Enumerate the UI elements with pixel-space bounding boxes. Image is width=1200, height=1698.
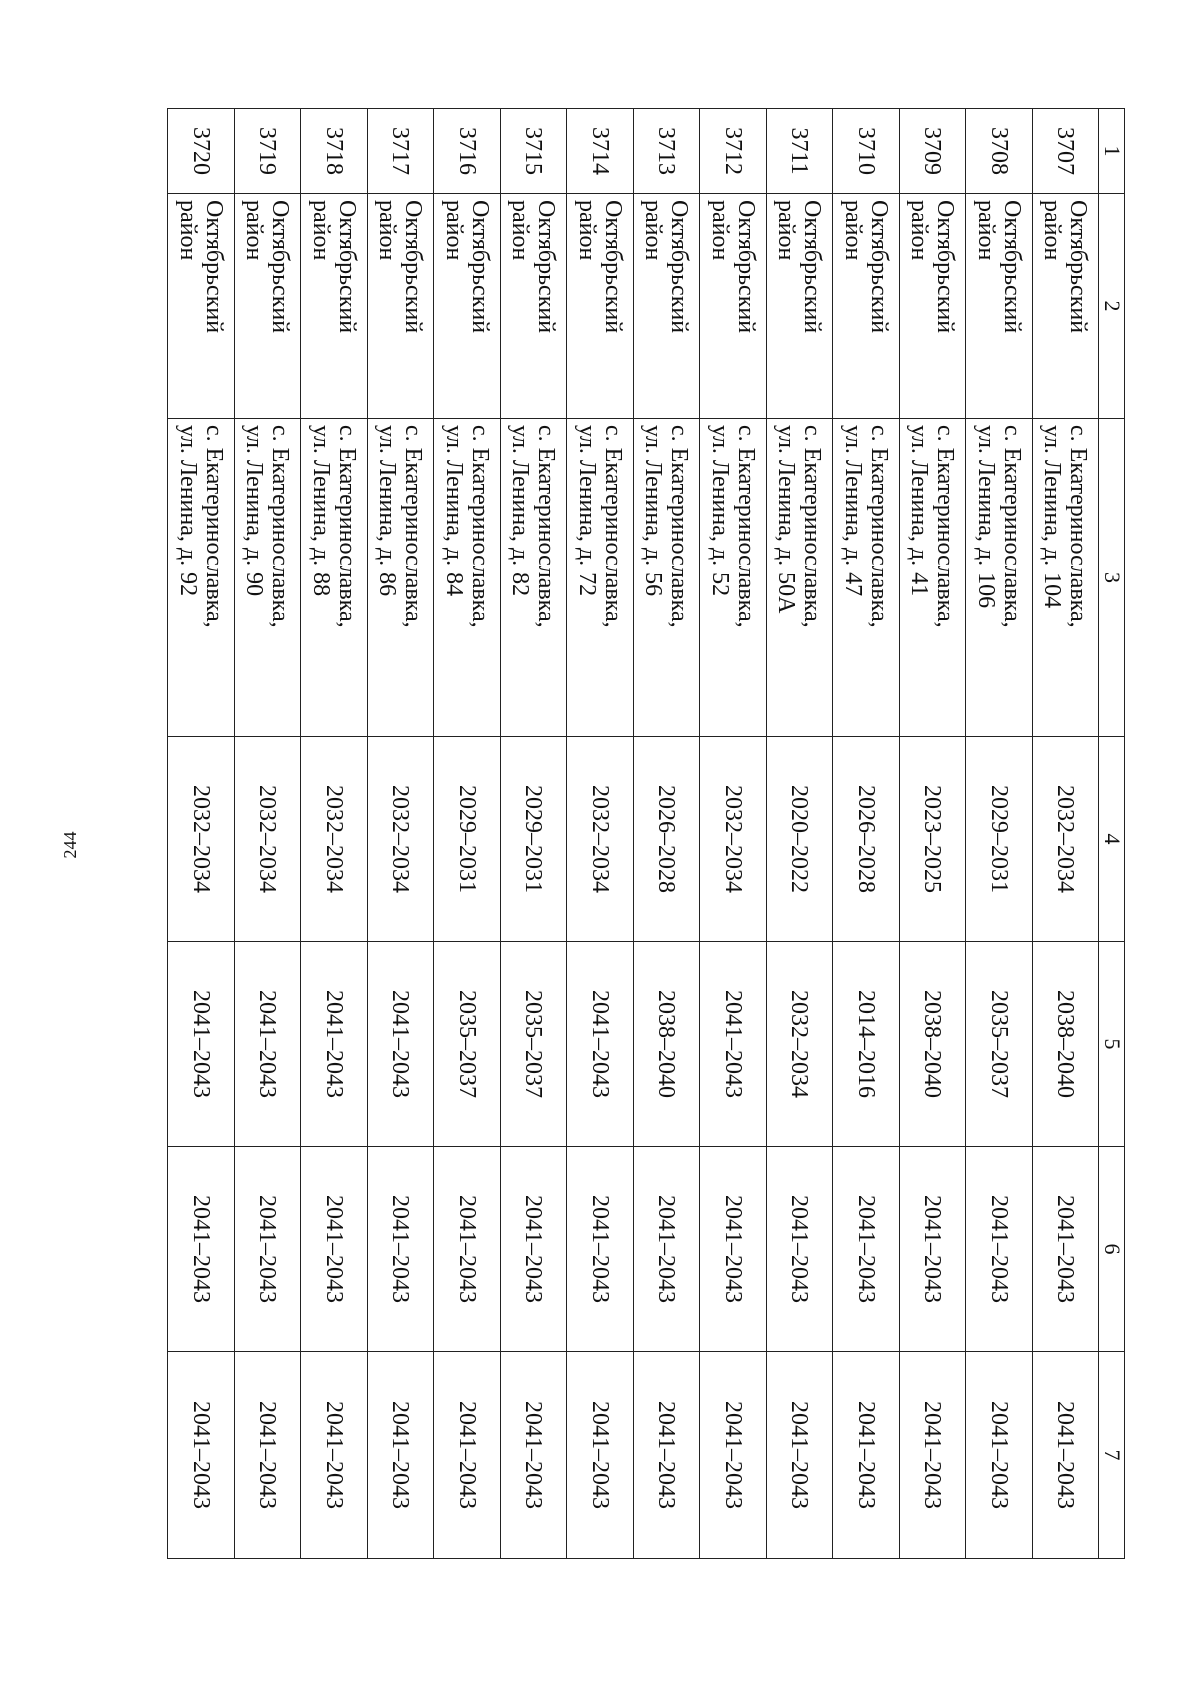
cell-period-col6: 2041–2043 — [766, 1147, 833, 1352]
cell-period-col4: 2029–2031 — [500, 737, 567, 942]
cell-period-col6: 2041–2043 — [168, 1147, 235, 1352]
cell-address — [500, 419, 567, 737]
table-row — [833, 109, 900, 1559]
table-row — [633, 109, 700, 1559]
district-line: район — [773, 200, 800, 261]
cell-district — [899, 194, 966, 419]
address-line: с. Екатеринославка, — [932, 425, 959, 628]
cell-period-col4: 2032–2034 — [301, 737, 368, 942]
district-line: Октябрьский — [865, 200, 892, 334]
district-line: Октябрьский — [799, 200, 826, 334]
district-line: Октябрьский — [466, 200, 493, 334]
cell-address — [234, 419, 301, 737]
cell-period-col6: 2041–2043 — [567, 1147, 634, 1352]
table-row — [966, 109, 1033, 1559]
district-line: район — [706, 200, 733, 261]
cell-district — [500, 194, 567, 419]
cell-period-col6: 2041–2043 — [633, 1147, 700, 1352]
cell-period-col6: 2041–2043 — [367, 1147, 434, 1352]
address-line: с. Екатеринославка, — [666, 425, 693, 628]
cell-period-col5: 2041–2043 — [168, 942, 235, 1147]
cell-period-col6: 2041–2043 — [500, 1147, 567, 1352]
column-header: 6 — [1099, 1147, 1125, 1352]
cell-period-col5: 2041–2043 — [301, 942, 368, 1147]
table-row — [168, 109, 235, 1559]
cell-period-col5: 2035–2037 — [434, 942, 501, 1147]
address-line: ул. Ленина, д. 90 — [241, 425, 268, 597]
cell-period-col7: 2041–2043 — [899, 1352, 966, 1559]
cell-number: 3707 — [1032, 109, 1099, 194]
district-line: район — [839, 200, 866, 261]
table-body — [168, 109, 1125, 1559]
cell-number: 3714 — [567, 109, 634, 194]
table-row — [766, 109, 833, 1559]
address-line: ул. Ленина, д. 86 — [374, 425, 401, 597]
cell-period-col7: 2041–2043 — [301, 1352, 368, 1559]
cell-period-col7: 2041–2043 — [766, 1352, 833, 1559]
table-row — [1032, 109, 1099, 1559]
cell-period-col5: 2035–2037 — [500, 942, 567, 1147]
address-line: с. Екатеринославка, — [400, 425, 427, 628]
cell-address — [633, 419, 700, 737]
cell-period-col4: 2026–2028 — [633, 737, 700, 942]
cell-period-col4: 2026–2028 — [833, 737, 900, 942]
cell-district — [633, 194, 700, 419]
district-line: район — [1039, 200, 1066, 261]
column-header: 5 — [1099, 942, 1125, 1147]
cell-number: 3717 — [367, 109, 434, 194]
cell-number: 3716 — [434, 109, 501, 194]
cell-address — [766, 419, 833, 737]
address-line: с. Екатеринославка, — [998, 425, 1025, 628]
cell-district — [700, 194, 767, 419]
district-line: район — [440, 200, 467, 261]
cell-number: 3710 — [833, 109, 900, 194]
column-header: 3 — [1099, 419, 1125, 737]
cell-district — [833, 194, 900, 419]
column-header: 1 — [1099, 109, 1125, 194]
table-row — [567, 109, 634, 1559]
address-line: ул. Ленина, д. 106 — [972, 425, 999, 609]
cell-period-col5: 2038–2040 — [899, 942, 966, 1147]
rotated-table-container — [167, 108, 1125, 1558]
cell-period-col6: 2041–2043 — [434, 1147, 501, 1352]
district-line: Октябрьский — [932, 200, 959, 334]
cell-number: 3711 — [766, 109, 833, 194]
cell-number: 3709 — [899, 109, 966, 194]
cell-number: 3715 — [500, 109, 567, 194]
column-header: 4 — [1099, 737, 1125, 942]
district-line: Октябрьский — [400, 200, 427, 334]
district-line: район — [573, 200, 600, 261]
address-line: с. Екатеринославка, — [333, 425, 360, 628]
cell-address — [168, 419, 235, 737]
cell-period-col7: 2041–2043 — [168, 1352, 235, 1559]
address-line: с. Екатеринославка, — [1065, 425, 1092, 628]
address-line: ул. Ленина, д. 50А — [773, 425, 800, 614]
cell-period-col4: 2032–2034 — [700, 737, 767, 942]
address-line: ул. Ленина, д. 88 — [307, 425, 334, 597]
cell-period-col4: 2032–2034 — [567, 737, 634, 942]
cell-period-col6: 2041–2043 — [966, 1147, 1033, 1352]
cell-district — [301, 194, 368, 419]
column-header: 2 — [1099, 194, 1125, 419]
cell-district — [1032, 194, 1099, 419]
cell-period-col4: 2032–2034 — [367, 737, 434, 942]
address-line: ул. Ленина, д. 84 — [440, 425, 467, 597]
cell-period-col7: 2041–2043 — [966, 1352, 1033, 1559]
district-line: район — [640, 200, 667, 261]
address-line: ул. Ленина, д. 92 — [174, 425, 201, 597]
cell-number: 3713 — [633, 109, 700, 194]
cell-period-col4: 2029–2031 — [434, 737, 501, 942]
district-line: район — [906, 200, 933, 261]
address-line: с. Екатеринославка, — [799, 425, 826, 628]
address-line: с. Екатеринославка, — [533, 425, 560, 628]
cell-period-col5: 2041–2043 — [367, 942, 434, 1147]
table-row — [500, 109, 567, 1559]
cell-period-col6: 2041–2043 — [301, 1147, 368, 1352]
cell-address — [899, 419, 966, 737]
cell-period-col6: 2041–2043 — [234, 1147, 301, 1352]
address-line: ул. Ленина, д. 56 — [640, 425, 667, 597]
cell-period-col6: 2041–2043 — [833, 1147, 900, 1352]
cell-period-col7: 2041–2043 — [700, 1352, 767, 1559]
cell-period-col7: 2041–2043 — [567, 1352, 634, 1559]
cell-period-col5: 2038–2040 — [1032, 942, 1099, 1147]
district-line: Октябрьский — [267, 200, 294, 334]
page-number: 244 — [60, 831, 80, 859]
cell-period-col5: 2014–2016 — [833, 942, 900, 1147]
cell-period-col7: 2041–2043 — [367, 1352, 434, 1559]
district-line: район — [241, 200, 268, 261]
district-line: Октябрьский — [998, 200, 1025, 334]
address-line: ул. Ленина, д. 41 — [906, 425, 933, 597]
table-row — [367, 109, 434, 1559]
cell-period-col6: 2041–2043 — [700, 1147, 767, 1352]
cell-period-col7: 2041–2043 — [1032, 1352, 1099, 1559]
cell-period-col7: 2041–2043 — [633, 1352, 700, 1559]
table-row — [700, 109, 767, 1559]
address-line: с. Екатеринославка, — [267, 425, 294, 628]
table-row — [234, 109, 301, 1559]
district-line: Октябрьский — [333, 200, 360, 334]
cell-district — [234, 194, 301, 419]
district-line: Октябрьский — [666, 200, 693, 334]
district-line: район — [174, 200, 201, 261]
cell-period-col7: 2041–2043 — [434, 1352, 501, 1559]
cell-period-col7: 2041–2043 — [234, 1352, 301, 1559]
schedule-table — [167, 108, 1125, 1559]
address-line: с. Екатеринославка, — [599, 425, 626, 628]
district-line: Октябрьский — [200, 200, 227, 334]
cell-period-col4: 2023–2025 — [899, 737, 966, 942]
cell-address — [367, 419, 434, 737]
address-line: ул. Ленина, д. 52 — [706, 425, 733, 597]
cell-period-col4: 2020–2022 — [766, 737, 833, 942]
address-line: с. Екатеринославка, — [732, 425, 759, 628]
table-header-row — [1099, 109, 1125, 1559]
address-line: ул. Ленина, д. 72 — [573, 425, 600, 597]
address-line: ул. Ленина, д. 47 — [839, 425, 866, 597]
cell-number: 3720 — [168, 109, 235, 194]
cell-number: 3708 — [966, 109, 1033, 194]
table-row — [301, 109, 368, 1559]
cell-period-col5: 2035–2037 — [966, 942, 1033, 1147]
cell-address — [434, 419, 501, 737]
district-line: Октябрьский — [1065, 200, 1092, 334]
cell-period-col5: 2032–2034 — [766, 942, 833, 1147]
address-line: ул. Ленина, д. 104 — [1039, 425, 1066, 609]
address-line: ул. Ленина, д. 82 — [507, 425, 534, 597]
address-line: с. Екатеринославка, — [865, 425, 892, 628]
cell-address — [1032, 419, 1099, 737]
cell-period-col4: 2032–2034 — [1032, 737, 1099, 942]
column-header: 7 — [1099, 1352, 1125, 1559]
cell-address — [567, 419, 634, 737]
cell-period-col7: 2041–2043 — [500, 1352, 567, 1559]
cell-address — [700, 419, 767, 737]
district-line: Октябрьский — [599, 200, 626, 334]
cell-number: 3719 — [234, 109, 301, 194]
cell-period-col6: 2041–2043 — [1032, 1147, 1099, 1352]
cell-period-col6: 2041–2043 — [899, 1147, 966, 1352]
address-line: с. Екатеринославка, — [466, 425, 493, 628]
district-line: район — [374, 200, 401, 261]
cell-address — [301, 419, 368, 737]
cell-district — [766, 194, 833, 419]
cell-district — [168, 194, 235, 419]
district-line: район — [972, 200, 999, 261]
cell-number: 3712 — [700, 109, 767, 194]
cell-address — [966, 419, 1033, 737]
district-line: Октябрьский — [533, 200, 560, 334]
cell-district — [367, 194, 434, 419]
district-line: район — [507, 200, 534, 261]
cell-period-col4: 2032–2034 — [168, 737, 235, 942]
cell-number: 3718 — [301, 109, 368, 194]
table-row — [434, 109, 501, 1559]
district-line: Октябрьский — [732, 200, 759, 334]
cell-district — [567, 194, 634, 419]
cell-period-col4: 2032–2034 — [234, 737, 301, 942]
cell-address — [833, 419, 900, 737]
cell-period-col5: 2041–2043 — [700, 942, 767, 1147]
table-row — [899, 109, 966, 1559]
cell-period-col5: 2041–2043 — [567, 942, 634, 1147]
cell-period-col4: 2029–2031 — [966, 737, 1033, 942]
address-line: с. Екатеринославка, — [200, 425, 227, 628]
cell-period-col5: 2038–2040 — [633, 942, 700, 1147]
cell-period-col5: 2041–2043 — [234, 942, 301, 1147]
district-line: район — [307, 200, 334, 261]
cell-district — [434, 194, 501, 419]
cell-district — [966, 194, 1033, 419]
cell-period-col7: 2041–2043 — [833, 1352, 900, 1559]
